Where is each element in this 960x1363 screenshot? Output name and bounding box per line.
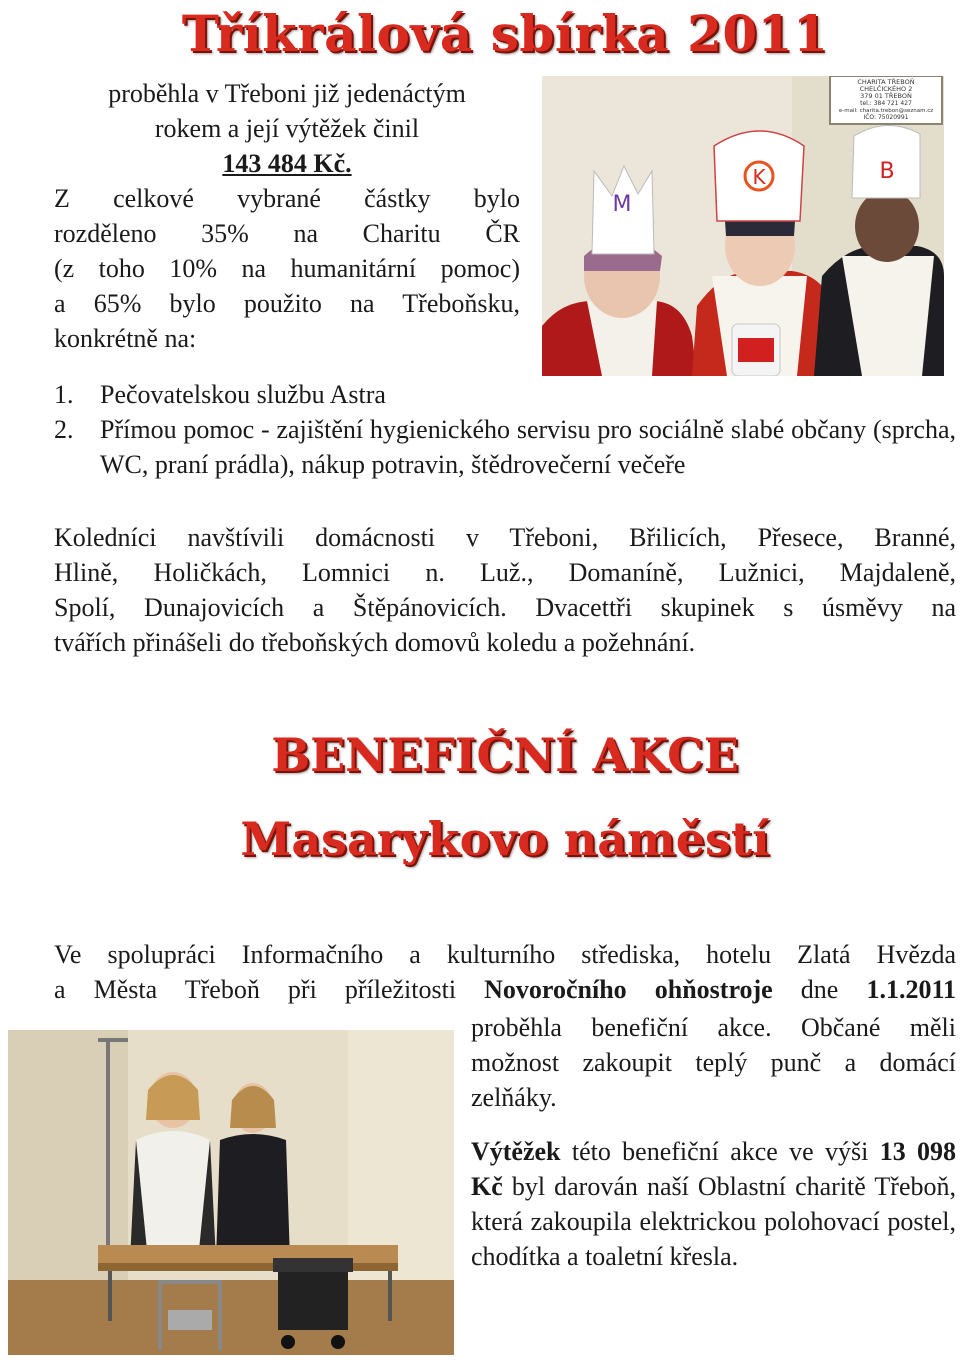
donation-photo	[8, 1030, 454, 1355]
paragraph-line: Spolí, Dunajovicích a Štěpánovicích. Dvacettři skupinek s úsměvy na	[54, 593, 956, 622]
event-date: 1.1.2011	[866, 975, 957, 1004]
carolers-paragraph	[54, 520, 956, 660]
list-number: 2.	[54, 415, 74, 444]
proceeds-paragraph	[471, 1134, 956, 1274]
collection-amount: 143 484 Kč.	[222, 149, 352, 178]
intro-line: konkrétně na:	[54, 324, 197, 353]
sign-text: 379 01 TŘEBOŇ	[860, 92, 912, 100]
intro-line: rozděleno 35% na Charitu ČR	[54, 219, 520, 248]
list-text: Přímou pomoc - zajištění hygienického servisu pro sociálně slabé občany (sprcha, WC, praní prádla), nákup potravin, štědrovečerní večeře	[100, 415, 956, 479]
hat-letter: B	[879, 159, 895, 184]
benefit-details	[471, 1010, 956, 1274]
proceeds-label: Výtěžek	[471, 1137, 561, 1166]
benefit-paragraph: proběhla benefiční akce. Občané měli možnost zakoupit teplý punč a domácí zelňáky.	[471, 1013, 956, 1112]
sign-text: CHARITA TŘEBOŇ	[857, 78, 915, 86]
intro-line: Z celkové vybrané částky bylo	[54, 184, 520, 213]
list-item	[54, 412, 956, 482]
page-title: Tříkrálová sbírka 2011	[181, 4, 829, 63]
hat-letter: K	[752, 165, 766, 189]
event-name: Novoročního ohňostroje	[484, 975, 773, 1004]
intro-line: rokem a její výtěžek činil	[154, 114, 420, 143]
paragraph-line: tvářích přinášeli do třeboňských domovů koledu a požehnání.	[54, 628, 696, 657]
intro-line: (z toho 10% na humanitární pomoc)	[54, 254, 520, 283]
paragraph-line: Ve spolupráci Informačního a kulturního střediska, hotelu Zlatá Hvězda	[54, 940, 956, 969]
proceeds-amount: 13 098 Kč	[471, 1137, 957, 1201]
list-text: Pečovatelskou službu Astra	[100, 380, 386, 409]
spending-list	[54, 377, 956, 482]
paragraph-line: Koledníci navštívili domácnosti v Třeboni, Břilicích, Přesece, Branné,	[54, 523, 956, 552]
text-span: této benefiční akce ve výši	[560, 1137, 880, 1166]
section-subtitle: Masarykovo náměstí	[240, 812, 770, 866]
paragraph-line: Hlině, Holičkách, Lomnici n. Luž., Domaníně, Lužnici, Majdaleně,	[54, 558, 956, 587]
sign-text: IČO: 75020991	[863, 114, 909, 121]
sign-text: CHELČICKÉHO 2	[859, 85, 913, 93]
paragraph-line	[54, 972, 956, 1007]
text-span: dne	[772, 975, 867, 1004]
sign-text: tel.: 384 721 427	[860, 100, 912, 107]
benefit-intro	[54, 937, 956, 1007]
carolers-photo	[542, 76, 944, 376]
intro-text	[54, 76, 520, 356]
hat-letter: M	[612, 192, 632, 217]
list-item	[54, 377, 956, 412]
intro-line: a 65% bylo použito na Třeboňsku,	[54, 289, 520, 318]
list-number: 1.	[54, 380, 74, 409]
intro-line: proběhla v Třeboni již jedenáctým	[108, 79, 466, 108]
sign-text: e-mail: charita.trebon@seznam.cz	[838, 108, 934, 114]
text-span: a Města Třeboň při příležitosti	[54, 975, 485, 1004]
text-span: byl darován naší Oblastní charitě Třeboň, která zakoupila elektrickou polohovací postel, chodítka a toaletní křesla.	[471, 1172, 956, 1271]
section-title: BENEFIČNÍ AKCE	[271, 728, 739, 782]
